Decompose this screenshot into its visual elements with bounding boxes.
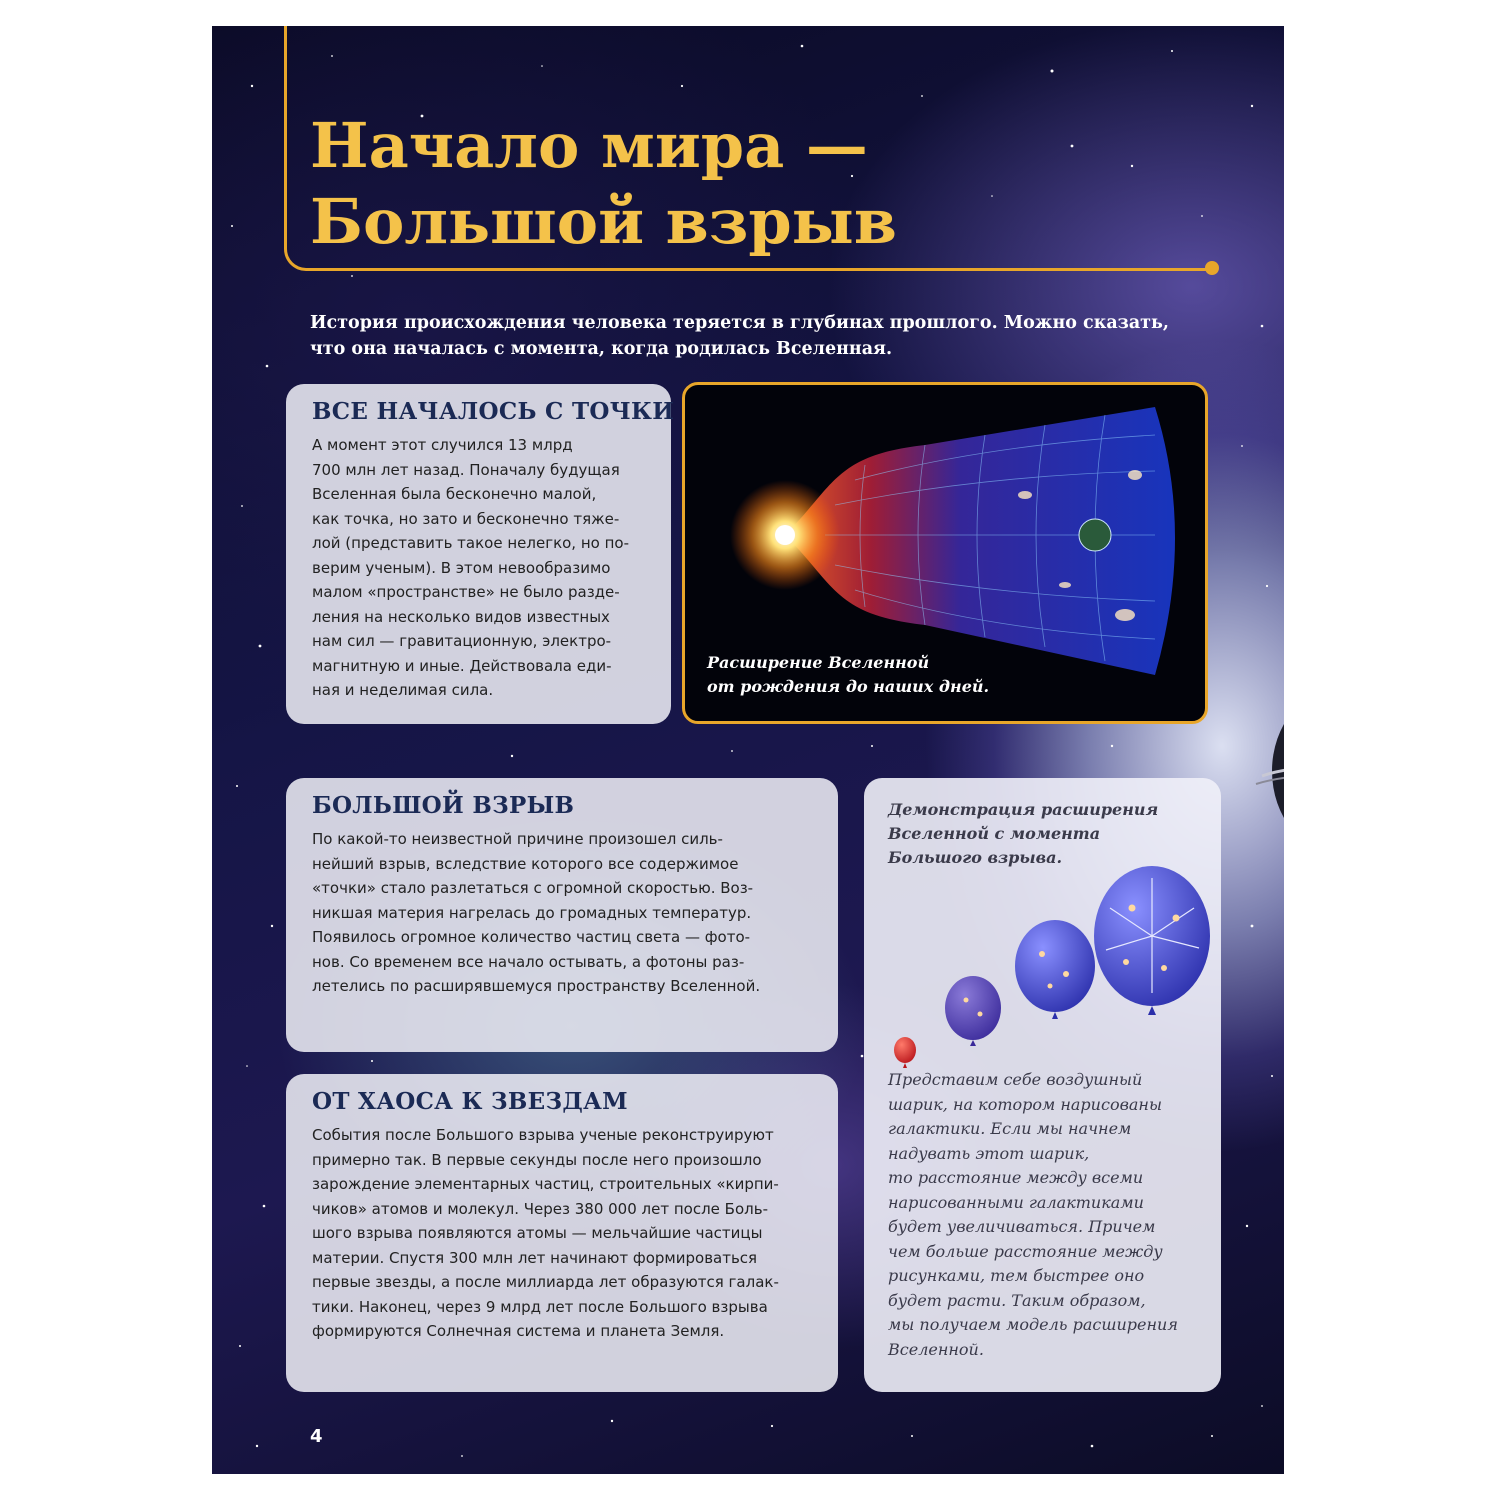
text-line: Вселенной.	[888, 1339, 984, 1359]
intro-line-1: История происхождения человека теряется в глубинах прошлого. Можно сказать,	[310, 313, 1169, 333]
section-box-big-bang	[286, 778, 838, 1052]
body-line: зарождение элементарных частиц, строительных «кирпи-	[312, 1175, 779, 1193]
body-line: малом «пространстве» не было разде-	[312, 583, 620, 601]
body-line: первые звезды, а после миллиарда лет образуются галак-	[312, 1273, 779, 1291]
section-heading: ОТ ХАОСА К ЗВЕЗДАМ	[312, 1088, 628, 1115]
caption-line: Вселенной с момента	[888, 824, 1101, 843]
text-line: чем больше расстояние между	[888, 1241, 1163, 1261]
text-line: рисунками, тем быстрее оно	[888, 1266, 1145, 1285]
body-line: Появилось огромное количество частиц света — фото-	[312, 928, 751, 946]
balloon-large	[1094, 866, 1210, 1015]
figure-caption-line-2: от рождения до наших дней.	[707, 677, 990, 696]
body-line: тики. Наконец, через 9 млрд лет после Большого взрыва	[312, 1297, 768, 1316]
balloon-medium	[1015, 920, 1095, 1019]
text-line: нарисованными галактиками	[888, 1192, 1144, 1212]
section-box-point	[286, 384, 675, 724]
balloon-tiny-red	[894, 1037, 916, 1068]
text-line: будет увеличиваться. Причем	[888, 1217, 1156, 1236]
balloons-illustration	[864, 778, 1221, 1078]
text-line: шарик, на котором нарисованы	[888, 1094, 1162, 1114]
text-line: галактики. Если мы начнем	[888, 1119, 1132, 1138]
balloon-demo-text	[888, 1068, 1178, 1362]
section-heading: БОЛЬШОЙ ВЗРЫВ	[312, 792, 575, 819]
body-line: верим ученым). В этом невообразимо	[312, 558, 611, 577]
body-line: А момент этот случился 13 млрд	[312, 436, 573, 454]
body-line: шого взрыва появляются атомы — мельчайшие частицы	[312, 1224, 763, 1242]
body-line: По какой-то неизвестной причине произошел силь-	[312, 830, 723, 848]
body-line: как точка, но зато и бесконечно тяже-	[312, 509, 620, 528]
body-line: чиков» атомов и молекул. Через 380 000 лет после Боль-	[312, 1199, 768, 1218]
text-line: то расстояние между всеми	[888, 1168, 1144, 1187]
section-box-chaos-to-stars	[286, 1074, 838, 1392]
section-body	[312, 433, 653, 703]
page-title	[310, 108, 897, 260]
body-line: материи. Спустя 300 млн лет начинают формироваться	[312, 1248, 758, 1267]
balloon-demo-box	[864, 778, 1221, 1392]
saturn-illustration	[1242, 676, 1284, 896]
text-line: мы получаем модель расширения	[888, 1315, 1178, 1334]
section-body	[312, 827, 820, 999]
body-line: нам сил — гравитационную, электро-	[312, 632, 612, 650]
title-line-2: Большой взрыв	[310, 185, 897, 258]
body-line: нов. Со временем все начало остывать, а фотоны раз-	[312, 952, 745, 971]
body-line: Вселенная была бесконечно малой,	[312, 485, 597, 503]
body-line: 700 млн лет назад. Поначалу будущая	[312, 460, 620, 479]
book-page	[212, 26, 1284, 1474]
page-number: 4	[310, 1426, 323, 1447]
body-line: «точки» стало разлетаться с огромной скоростью. Воз-	[312, 879, 754, 897]
body-line: летелись по расширявшемуся пространству Вселенной.	[312, 977, 761, 995]
body-line: лой (представить такое нелегко, но по-	[312, 534, 629, 552]
body-line: никшая материя нагрелась до громадных температур.	[312, 903, 752, 922]
body-line: ная и неделимая сила.	[312, 681, 494, 699]
body-line: нейший взрыв, вследствие которого все содержимое	[312, 854, 739, 873]
body-line: ления на несколько видов известных	[312, 607, 610, 626]
title-line-1: Начало мира —	[310, 109, 868, 182]
caption-line: Демонстрация расширения	[888, 800, 1159, 819]
text-line: Представим себе воздушный	[888, 1070, 1143, 1089]
text-line: надувать этот шарик,	[888, 1143, 1090, 1163]
intro-paragraph	[310, 310, 1240, 362]
intro-line-2: что она началась с момента, когда родилась Вселенная.	[310, 339, 893, 359]
figure-caption	[707, 651, 989, 699]
universe-expansion-figure	[682, 382, 1208, 724]
section-body	[312, 1123, 820, 1344]
title-frame-dot	[1205, 261, 1219, 275]
body-line: События после Большого взрыва ученые реконструируют	[312, 1126, 774, 1144]
body-line: формируются Солнечная система и планета Земля.	[312, 1322, 725, 1340]
figure-caption-line-1: Расширение Вселенной	[707, 653, 930, 672]
caption-line: Большого взрыва.	[888, 848, 1063, 867]
balloon-small	[945, 976, 1001, 1046]
body-line: примерно так. В первые секунды после него произошло	[312, 1150, 762, 1169]
section-heading: ВСЕ НАЧАЛОСЬ С ТОЧКИ	[312, 398, 675, 425]
text-line: будет расти. Таким образом,	[888, 1290, 1146, 1310]
body-line: магнитную и иные. Действовала еди-	[312, 656, 612, 675]
